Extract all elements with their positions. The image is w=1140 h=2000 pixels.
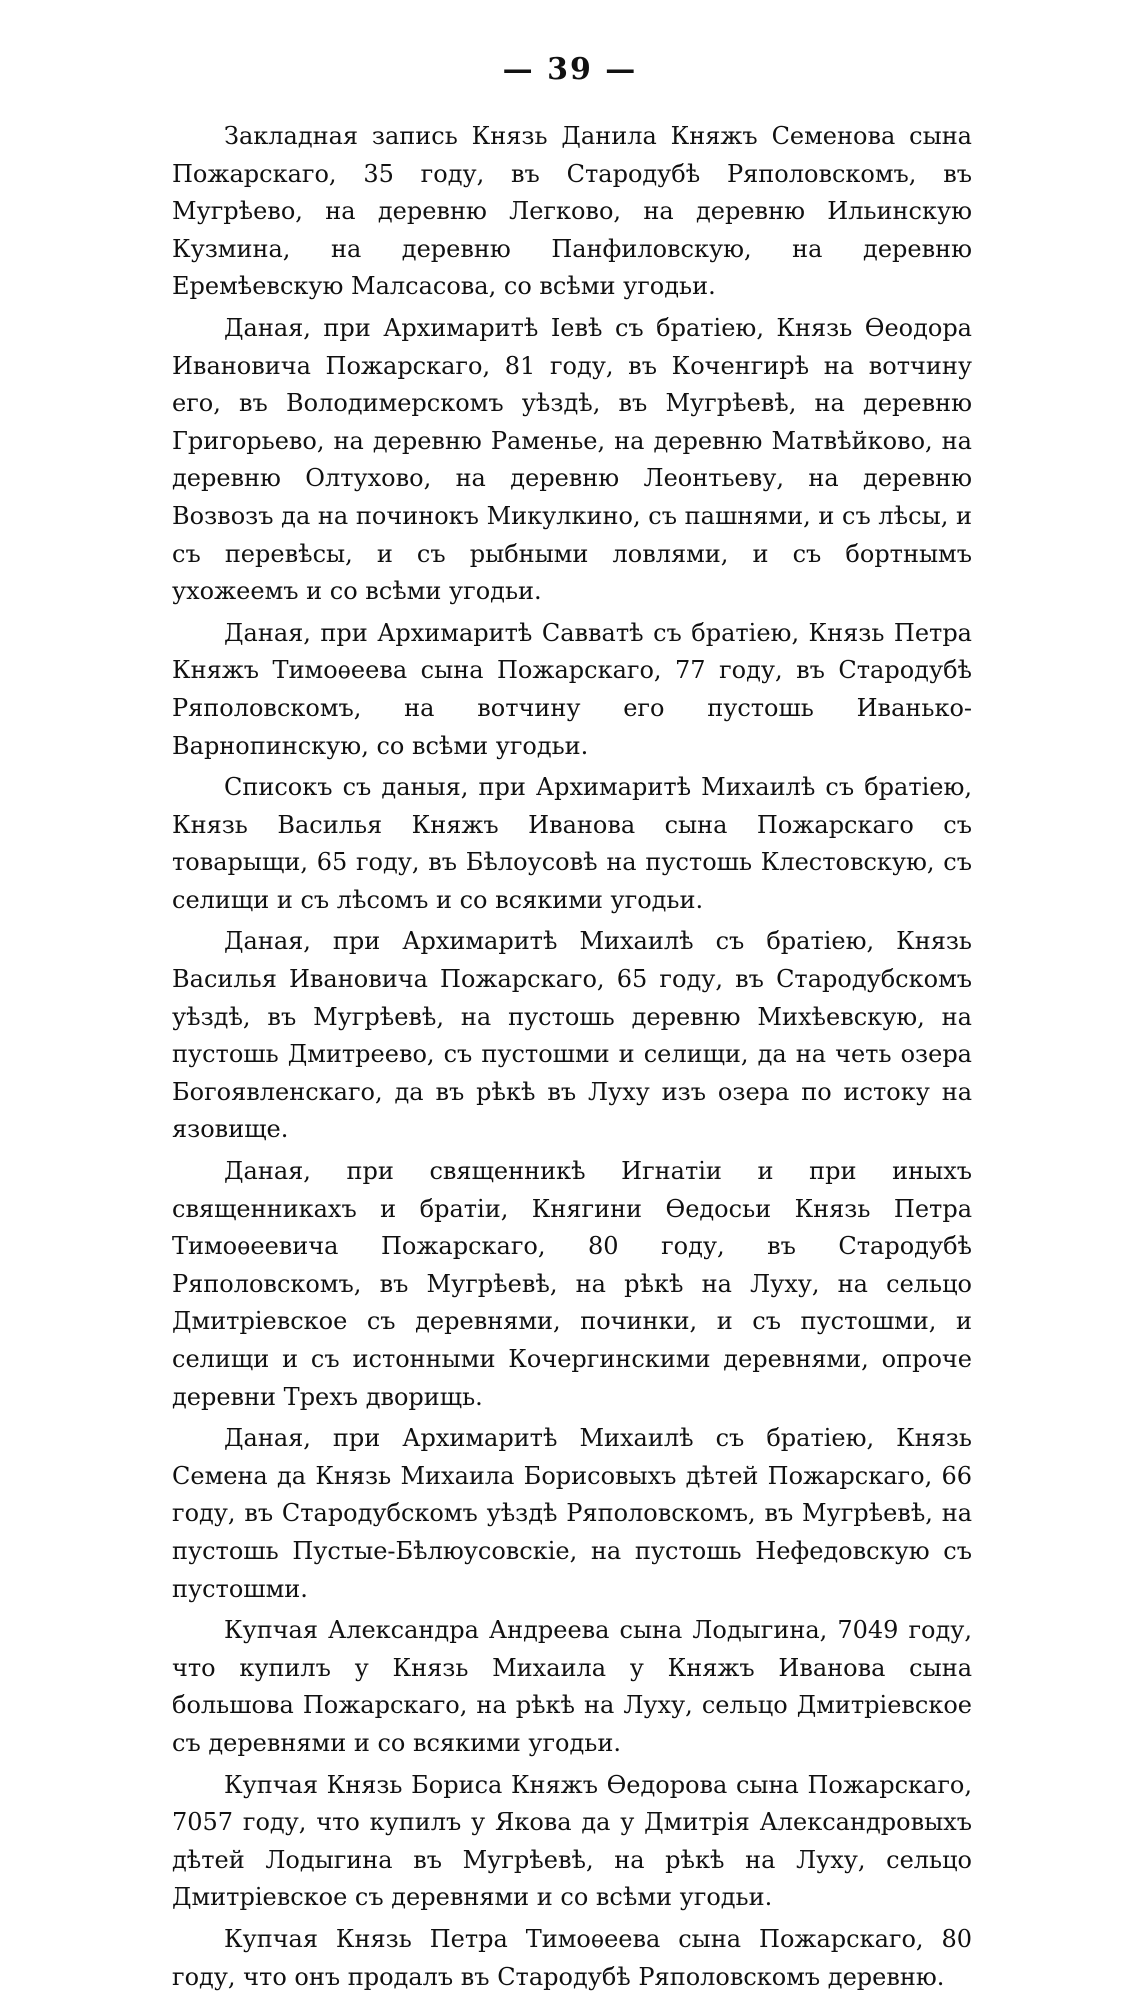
entry-purchase-lodygin: Купчая Александра Андреева сына Лодыгина, 7049 году, что купилъ у Князь Михаила у Княжъ Иванова сына большова Пожарскаго, на рѣкѣ на Луху, сельцо Дмитріевское съ деревнями и со всякими угодьи. (172, 1616, 972, 1757)
entry-deed-mikhail-semen: Даная, при Архимаритѣ Михаилѣ съ братіею, Князь Семена да Князь Михаила Борисовыхъ дѣтей Пожарскаго, 66 году, въ Стародубскомъ уѣздѣ Ряполовскомъ, въ Мугрѣевѣ, на пустошь Пустые-Бѣлюусовскіе, на пустошь Нефедовскую съ пустошми. (172, 1424, 972, 1603)
page-body (172, 118, 972, 2000)
entry-purchase-boris: Купчая Князь Бориса Княжъ Ѳедорова сына Пожарскаго, 7057 году, что купилъ у Якова да у Дмитрія Александровыхъ дѣтей Лодыгина въ Мугрѣевѣ, на рѣкѣ на Луху, сельцо Дмитріевское съ деревнями и со всѣми угодьи. (172, 1770, 972, 1912)
entry-deed-savvatei: Даная, при Архимаритѣ Савватѣ съ братіею, Князь Петра Княжъ Тимоѳеева сына Пожарскаго, 77 году, въ Стародубѣ Ряполовскомъ, на вотчину его пустошь Иванько-Варнопинскую, со всѣми угодьи. (172, 618, 972, 760)
entry-deed-copy-mikhail: Списокъ съ даныя, при Архимаритѣ Михаилѣ съ братіею, Князь Василья Княжъ Иванова сына Пожарскаго съ товарыщи, 65 году, въ Бѣлоусовѣ на пустошь Клестовскую, съ селищи и съ лѣсомъ и со всякими угодьи. (172, 773, 972, 914)
page-number: — 39 — (502, 52, 638, 87)
entry-deed-iev: Даная, при Архимаритѣ Іевѣ съ братіею, Князь Ѳеодора Ивановича Пожарскаго, 81 году, въ Коченгирѣ на вотчину его, въ Володимерскомъ уѣздѣ, въ Мугрѣевѣ, на деревню Григорьево, на деревню Раменье, на деревню Матвѣйково, на деревню Олтухово, на деревню Леонтьеву, на деревню Возвозъ да на починокъ Микулкино, съ пашнями, и съ лѣсы, и съ перевѣсы, и съ рыбными ловлями, и съ бортнымъ ухожеемъ и со всѣми угодьи. (172, 313, 972, 606)
entry-deed-mikhail-vasily: Даная, при Архимаритѣ Михаилѣ съ братіею, Князь Василья Ивановича Пожарскаго, 65 году, въ Стародубскомъ уѣздѣ, въ Мугрѣевѣ, на пустошь деревню Михѣевскую, на пустошь Дмитреево, съ пустошми и селищи, да на четь озера Богоявленскаго, да въ рѣкѣ въ Луху изъ озера по истоку на язовище. (172, 927, 972, 1144)
entry-purchase-petr: Купчая Князь Петра Тимоѳеева сына Пожарскаго, 80 году, что онъ продалъ въ Стародубѣ Ряполовскомъ деревню. (172, 1924, 972, 1991)
entry-deed-ignaty: Даная, при священникѣ Игнатіи и при иныхъ священникахъ и братіи, Княгини Ѳедосьи Князь Петра Тимоѳеевича Пожарскаго, 80 году, въ Стародубѣ Ряполовскомъ, въ Мугрѣевѣ, на рѣкѣ на Луху, на сельцо Дмитріевское съ деревнями, починки, и съ пустошми, и селищи и съ истонными Кочергинскими деревнями, опроче деревни Трехъ дворищь. (172, 1157, 972, 1411)
entry-mortgage-record: Закладная запись Князь Данила Княжъ Семенова сына Пожарскаго, 35 году, въ Стародубѣ Ряполовскомъ, въ Мугрѣево, на деревню Легково, на деревню Ильинскую Кузмина, на деревню Панфиловскую, на деревню Еремѣевскую Малсасова, со всѣми угодьи. (172, 122, 972, 301)
